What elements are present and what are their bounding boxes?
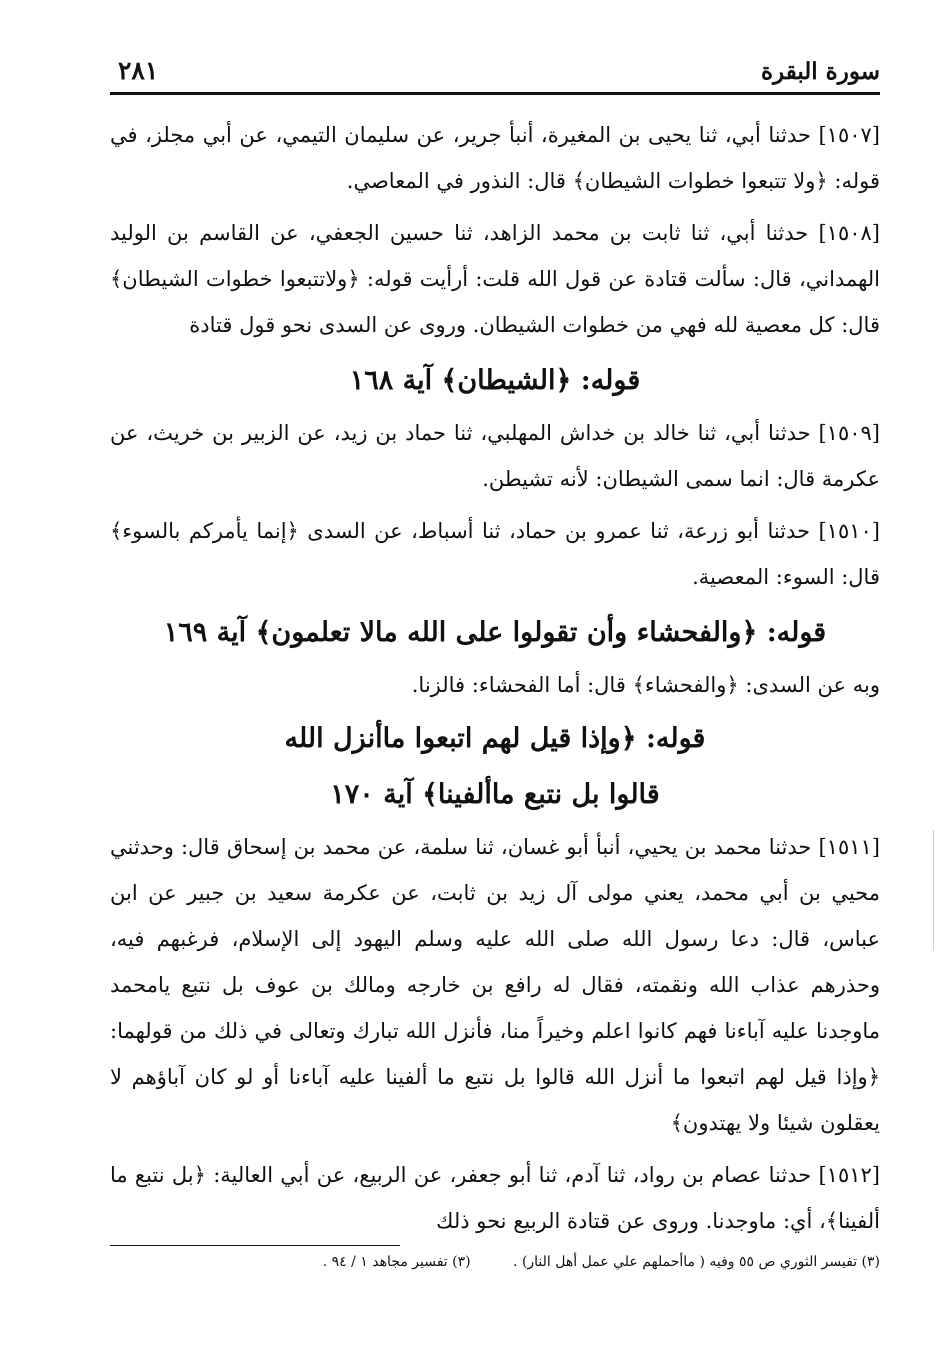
page-header xyxy=(110,52,880,92)
verse-heading-170-line2: قالوا بل نتبع ماألفينا﴾ آية ١٧٠ xyxy=(330,779,660,810)
surah-title: سورة البقرة xyxy=(760,58,880,85)
page-body xyxy=(110,112,880,1250)
footnote-1: (٣) تفيسر الثوري ص ٥٥ وفيه ( ماأحملهم علي عمل أهل النار) . xyxy=(513,1254,880,1270)
page-number: ٢٨١ xyxy=(118,56,159,85)
scan-edge-line xyxy=(933,830,934,950)
verse-heading-169: قوله: ﴿والفحشاء وأن تقولوا على الله مالا تعلمون﴾ آية ١٦٩ xyxy=(163,617,827,648)
hadith-1508: [١٥٠٨] حدثنا أبي، ثنا ثابت بن محمد الزاهد، ثنا حسين الجعفي، عن القاسم بن الوليد الهمداني، قال: سألت قتادة عن قول الله قلت: أرأيت قوله: ﴿ولاتتبعوا خطوات الشيطان﴾ قال: كل معصية لله فهي من خطوات الشيطان. وروى عن السدى نحو قول قتادة xyxy=(110,221,880,337)
footnote-2: (٣) تفسير مجاهد ١ / ٩٤ . xyxy=(322,1254,471,1270)
hadith-1510: [١٥١٠] حدثنا أبو زرعة، ثنا عمرو بن حماد، ثنا أسباط، عن السدى ﴿إنما يأمركم بالسوء﴾ قال: السوء: المعصية. xyxy=(110,519,880,589)
hadith-1511: [١٥١١] حدثنا محمد بن يحيي، أنبأ أبو غسان، ثنا سلمة، عن محمد بن إسحاق قال: وحدثني محيي بن أبي محمد، يعني مولى آل زيد بن ثابت، عن عكرمة سعيد بن جبير عن ابن عباس، قال: دعا رسول الله صلى الله عليه وسلم اليهود إلى الإسلام، فرغبهم فيه، وحذرهم عذاب الله ونقمته، فقال له رافع بن خارجه ومالك بن عوف بل نتبع يامحمد ماوجدنا عليه آباءنا فهم كانوا اعلم وخيراً منا، فأنزل الله تبارك وتعالى في ذلك من قولهما: ﴿وإذا قيل لهم اتبعوا ما أنزل الله قالوا بل نتبع ما ألفينا عليه آباءنا أو لو كان آباؤهم لا يعقلون شيئا ولا يهتدون﴾ xyxy=(110,835,880,1135)
footnote-rule xyxy=(110,1245,400,1246)
verse-heading-168: قوله: ﴿الشيطان﴾ آية ١٦٨ xyxy=(349,365,641,396)
narration-fahsha: وبه عن السدى: ﴿والفحشاء﴾ قال: أما الفحشاء: فالزنا. xyxy=(411,673,880,697)
hadith-1509: [١٥٠٩] حدثنا أبي، ثنا خالد بن خداش المهلبي، ثنا حماد بن زيد، عن الزبير بن خريث، عن عكرمة قال: انما سمى الشيطان: لأنه تشيطن. xyxy=(110,421,880,491)
header-rule xyxy=(110,92,880,95)
hadith-1512: [١٥١٢] حدثنا عصام بن رواد، ثنا آدم، ثنا أبو جعفر، عن الربيع، عن أبي العالية: ﴿بل نتبع ما ألفينا﴾، أي: ماوجدنا. وروى عن قتادة الربيع نحو ذلك xyxy=(110,1163,880,1233)
hadith-1507: [١٥٠٧] حدثنا أبي، ثنا يحيى بن المغيرة، أنبأ جرير، عن سليمان التيمي، عن أبي مجلز، في قوله: ﴿ولا تتبعوا خطوات الشيطان﴾ قال: النذور في المعاصي. xyxy=(110,123,880,193)
footnotes xyxy=(110,1254,880,1270)
verse-heading-170-line1: قوله: ﴿وإذا قيل لهم اتبعوا ماأنزل الله xyxy=(284,723,706,754)
